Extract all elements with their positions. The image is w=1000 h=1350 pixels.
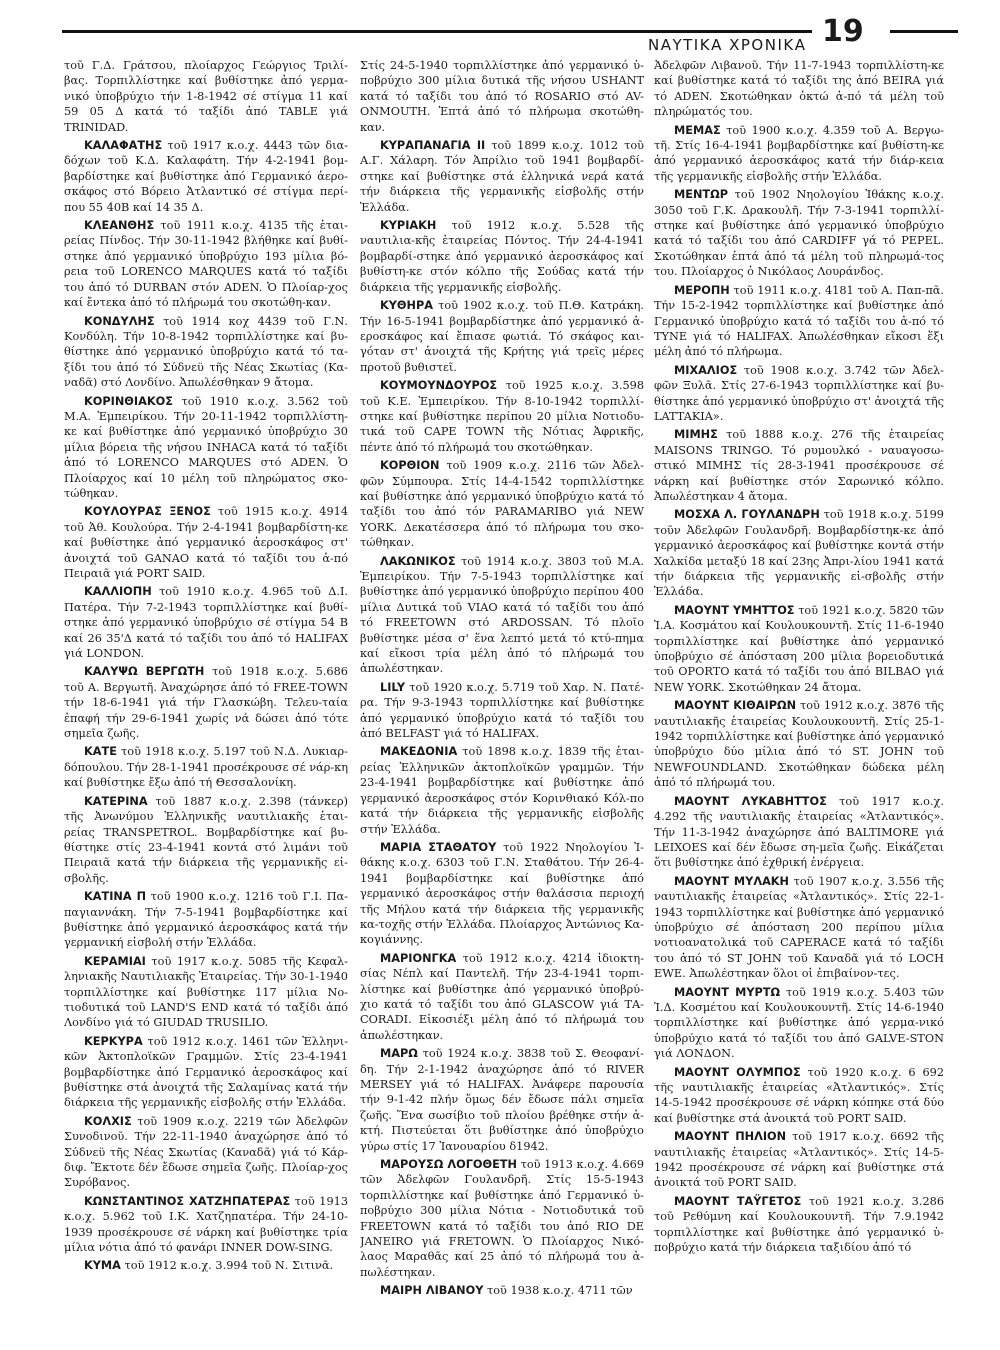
entry-text: τοῦ 1911 κ.ο.χ. 4135 τῆς ἑται-ρείας Πίνδος. Τήν 30-11-1942 βλήθηκε καί βυθί-στηκε ἀπό γερμανικό ὑποβρύχιο 193 μίλια βό-ρεια τοῦ LORENCO MARQUES κατά τό ταξίδι του ἀπό τό DURBAN στόν ADEN. Ὁ Πλοίαρ-χος καί ἔντεκα ἀπό τό πλήρωμά του σκοτώθη-καν. bbox=[64, 219, 348, 310]
entry-text: τοῦ 1920 κ.ο.χ. 6 692 τῆς ναυτιλιακῆς ἑταιρείας «Ἀτλαντικός». Στίς 14-5-1942 προσέκρουσε σέ νάρκη κόπηκε στά δύο καί βυθίστηκε στά ἀνοικτά τοῦ PORT SAID. bbox=[654, 1065, 944, 1125]
ship-entry bbox=[654, 1065, 944, 1127]
entry-text: τοῦ 1900 κ.ο.χ. 4.359 τοῦ Α. Βεργω-τῆ. Στίς 16-4-1941 βομβαρδίστηκε καί βυθίστη-κε ἀπό γερμανικό ἀεροσκάφος κατά τήν διάρ-κεια τῆς γερμανικῆς εἰσβολῆς στήν Ἑλλάδα. bbox=[654, 123, 944, 183]
ship-entry bbox=[654, 363, 944, 425]
entry-text: τοῦ 1912 κ.ο.χ. 1461 τῶν Ἑλληνι-κῶν Ἀκτοπλοϊκῶν Γραμμῶν. Στίς 23-4-1941 βομβαρδίστηκε ἀπό Γερμανικό ἀεροσκάφος καί βυθίστηκε στά ἀνοιχτά τῆς Σαλαμίνας κατά τήν διάρκεια τῆς γερμανικῆς εἰσβολῆς στήν Ἑλλάδα. bbox=[64, 1034, 348, 1110]
ship-entry bbox=[654, 507, 944, 599]
entry-text: τοῦ 1913 κ.ο.χ. 5.962 τοῦ Ι.Κ. Χατζηπατέρα. Τήν 24-10-1939 προσέκρουσε σέ νάρκη καί βυθίστηκε τρία μίλια νότια ἀπό τό φανάρι INNER DOW-SING. bbox=[64, 1194, 348, 1255]
ship-name: ΚΟΡΘΙΟΝ bbox=[380, 459, 440, 473]
ship-name: ΚΥΡΑΠΑΝΑΓΙΑ ΙΙ bbox=[380, 139, 486, 153]
header-rule-left bbox=[62, 30, 812, 33]
entry-text: τοῦ 1917 κ.ο.χ. 4.292 τῆς ναυτιλιακῆς ἑταιρείας «Ἀτλαντικός». Τήν 11-3-1942 ἀναχώρησε ἀπό BALTIMORE γιά LEIXOES καί δέν ἔδωσε ση-μεῖα ζωῆς. Εἰκάζεται ὅτι βυθίστηκε ἀπό ἐχθρική ἐνέργεια. bbox=[654, 794, 944, 870]
entry-text: τοῦ 1914 κοχ 4439 τοῦ Γ.Ν. Κονδύλη. Τήν 10-8-1942 τορπιλλίστηκε καί βυ-θίστηκε ἀπό γερμανικό ὑποβρύχιο κατά τό τα-ξίδι του ἀπό τό Σύδνεϋ τῆς Νέας Σκωτίας (Κα-ναδᾶ) στό Λονδίνο. Ἀπωλέσθηκαν 9 ἄτομα. bbox=[64, 314, 348, 390]
ship-entry bbox=[654, 427, 944, 504]
ship-entry bbox=[64, 138, 348, 215]
ship-name: ΜΑΟΥΝΤ ΛΥΚΑΒΗΤΤΟΣ bbox=[674, 794, 827, 808]
ship-entry bbox=[64, 314, 348, 391]
entry-text: τοῦ 1919 κ.ο.χ. 5.403 τῶν Ἰ.Δ. Κοσμέτου καί Κουλουκουντῆ. Στίς 14-6-1940 τορπιλλίστηκε καί βυθίστηκε ἀπό γερμα-νικό ὑποβρύχιο κατά τό ταξίδι του ἀπό GALVE-STON γιά ΛΟΝΔΟΝ. bbox=[654, 985, 944, 1061]
page-header bbox=[0, 0, 1000, 60]
entry-text: τοῦ 1912 κ.ο.χ. 4214 ἰδιοκτη-σίας Νέπλ καί Παντελῆ. Τήν 23-4-1941 τορπι-λίστηκε καί βυθίστηκε ἀπό γερμανικό ὑποβρύ-χιο κατά τό ταξίδι του ἀπό GLASCOW γιά ΤΑ-CORADI. Εἰκοσιέξι μέλη ἀπό τό πλήρωμά του ἀπωλέστηκαν. bbox=[360, 951, 644, 1042]
ship-entry bbox=[360, 138, 644, 215]
entry-text: τοῦ 1925 κ.ο.χ. 3.598 τοῦ Κ.Ε. Ἐμπειρίκου. Τήν 8-10-1942 τορπιλλί-στηκε καί βυθίστηκε περίπου 20 μίλια Νοτιοδυ-τικά τοῦ CAPE TOWN τῆς Νότιας Ἀφρικῆς, πέντε ἀπό τό πλήρωμά του σκοτώθηκαν. bbox=[360, 379, 644, 454]
page-number: 19 bbox=[822, 14, 864, 49]
ship-entry bbox=[654, 603, 944, 695]
ship-entry bbox=[64, 794, 348, 886]
ship-name: ΜΑΟΥΝΤ ΥΜΗΤΤΟΣ bbox=[674, 603, 795, 617]
entry-text: τοῦ 1921 κ.ο.χ. 5820 τῶν Ἰ.Α. Κοσμάτου καί Κουλουκουντῆ. Στίς 11-6-1940 τορπιλλίστηκε καί βυθίστηκε ἀπό γερμανικό ὑποβρύχιο σέ ἀπόσταση 200 μίλια βορειοδυτικά τοῦ OPORTO κατά τό ταξίδι του ἀπό BILBAO γιά NEW YORK. Σκοτώθηκαν 24 ἄτομα. bbox=[654, 603, 944, 694]
ship-entry bbox=[360, 680, 644, 742]
entry-text: τοῦ 1911 κ.ο.χ. 4181 τοῦ Α. Παπ-πᾶ. Τήν 15-2-1942 τορπιλλίστηκε καί βυθίστηκε ἀπό Γερμανικό ὑποβρύχιο κατά τό ταξίδι του ἀ-πό τό TYNE γιά τό HALIFAX. Ἀπωλέσθηκαν εἴκοσι ἕξι μέλη ἀπό τό πλήρωμα. bbox=[654, 283, 944, 359]
ship-name: ΚΟΛΧΙΣ bbox=[84, 1114, 132, 1128]
entry-text: τοῦ 1912 κ.ο.χ. 3.994 τοῦ Ν. Σιτινᾶ. bbox=[124, 1259, 334, 1273]
ship-entry bbox=[64, 744, 348, 790]
ship-entry bbox=[654, 283, 944, 360]
ship-entry bbox=[654, 1194, 944, 1256]
entry-text: τοῦ 1912 κ.ο.χ. 3876 τῆς ναυτιλιακῆς ἑταιρείας Κουλουκουντῆ. Στίς 25-1-1942 τορπιλλίστηκε καί βυθίστηκε ἀπό γερμανικό ὑποβρύχιο δύο μίλια ἀπό τό ST. JOHN τοῦ NEWFOUNDLAND. Σκοτώθηκαν δώδεκα μέλη ἀπό τό πλήρωμά του. bbox=[654, 699, 944, 790]
ship-entry bbox=[64, 394, 348, 502]
ship-name: ΚΕΡΑΜΙΑΙ bbox=[84, 954, 146, 968]
text-column-3 bbox=[654, 58, 944, 1344]
entry-text: τοῦ 1908 κ.ο.χ. 3.742 τῶν Ἀδελ-φῶν Ξυλᾶ. Στίς 27-6-1943 τορπιλλίστηκε καί βυ-θίστηκε ἀπό γερμανικό ὑποβρύχιο στ' ἀνοιχτά τῆς LATTAKIA». bbox=[654, 363, 944, 423]
ship-entry bbox=[654, 1129, 944, 1191]
text-column-2 bbox=[360, 58, 644, 1344]
entry-text: Στίς 24-5-1940 τορπιλλίστηκε ἀπό γερμανικό ὑ-ποβρύχιο 300 μίλια δυτικά τῆς νήσου USHANT κατά τό ταξίδι του ἀπό τό ROSARIO στό AV-ONMOUTH. Ἑπτά ἀπό τό πλήρωμα σκοτώθη-καν. bbox=[360, 59, 644, 134]
ship-name: ΜΟΣΧΑ Λ. ΓΟΥΛΑΝΔΡΗ bbox=[674, 508, 820, 522]
ship-name: ΚΛΕΑΝΘΗΣ bbox=[84, 219, 155, 233]
ship-name: ΜΕΡΟΠΗ bbox=[674, 283, 730, 297]
ship-entry bbox=[360, 458, 644, 550]
entry-text: τοῦ 1920 κ.ο.χ. 5.719 τοῦ Χαρ. Ν. Πατέ-ρα. Τήν 9-3-1943 τορπιλλίστηκε καί βυθίστηκε ἀπό γερμανικό ὑποβρύχιο κατά τό ταξίδι του ἀπό BELFAST γιά τό HALIFAX. bbox=[360, 680, 644, 741]
entry-text: τοῦ 1914 κ.ο.χ. 3803 τοῦ Μ.Α. Ἐμπειρίκου. Τήν 7-5-1943 τορπιλλίστηκε καί βυθίστηκε ἀπό γερμανικό ὑποβρύχιο περίπου 400 μίλια Δυτικά τοῦ VIAO κατά τό ταξίδι του ἀπό τό FREETOWN στό ARDOSSAN. Τό πλοῖο βυθίστηκε μέσα σ' ἕνα λεπτό μετά τό κτύ-πημα καί εἴκοσι τρία μέλη ἀπό τό πλήρωμά του ἀπωλέστηκαν. bbox=[360, 554, 644, 676]
entry-text: τοῦ 1924 κ.ο.χ. 3838 τοῦ Σ. Θεοφανί-δη. Τήν 2-1-1942 ἀναχώρησε ἀπό τό RIVER MERSEY γιά τό HALIFAX. Ἀνάφερε παρουσία τήν 9-1-42 πλήν ὅμως δέν ἔδωσε πάλι σημεῖα ζωῆς. Ἕνα σωσίβιο τοῦ πλοίου βρέθηκε στήν ἀ-κτή. Πιστεύεται ὅτι βυθίστηκε ἀπό ὑποβρύχιο γύρω στίς 17 Ἰανουαρίου δ1942. bbox=[360, 1047, 644, 1153]
ship-entry bbox=[360, 218, 644, 295]
entry-text: τοῦ 1909 κ.ο.χ. 2219 τῶν Ἀδελφῶν Συνοδινοῦ. Τήν 22-11-1940 ἀναχώρησε ἀπό τό Σύδνεϋ τῆς Νέας Σκωτίας (Καναδᾶ) γιά τό Κάρ-διφ. Ἔκτοτε δέν ἔδωσε σημεῖα ζωῆς. Πλοίαρ-χος Συρόβανος. bbox=[64, 1114, 348, 1190]
entry-text: τοῦ 1910 κ.ο.χ. 4.965 τοῦ Δ.Ι. Πατέρα. Τήν 7-2-1943 τορπιλλίστηκε καί βυθί-στηκε ἀπό γερμανικό ὑποβρύχιο σέ στίγμα 54 Β καί 26 35'Δ κατά τό ταξίδι του ἀπό τό HALIFAX γιά LONDON. bbox=[64, 585, 348, 661]
magazine-title: ΝΑΥΤΙΚΑ ΧΡΟΝΙΚΑ bbox=[648, 36, 807, 54]
ship-name: ΜΑΟΥΝΤ ΤΑΫΓΕΤΟΣ bbox=[674, 1194, 802, 1208]
entry-continuation bbox=[654, 58, 944, 120]
ship-name: ΜΑΙΡΗ ΛΙΒΑΝΟΥ bbox=[380, 1284, 484, 1298]
ship-name: ΛΑΚΩΝΙΚΟΣ bbox=[380, 554, 456, 568]
ship-entry bbox=[654, 874, 944, 982]
entry-text: τοῦ 1909 κ.ο.χ. 2116 τῶν Ἀδελ-φῶν Σύμπουρα. Στίς 14-4-1542 τορπιλλίστηκε καί βυθίστηκε ἀπό γερμανικό ὑποβρύχιο κατά τό ταξίδι του ἀπό τόν PARAMARIBO γιά NEW YORK. Δεκατέσσερα ἀπό τό πλήρωμα του σκο-τώθηκαν. bbox=[360, 459, 644, 550]
entry-text: τοῦ 1898 κ.ο.χ. 1839 τῆς ἑται-ρείας Ἑλληνικῶν ἀκτοπλοϊκῶν γραμμῶν. Τήν 23-4-1941 βομβαρδίστηκε καί βυθίστηκε ἀπό γερμανικό ἀεροσκάφος στόν Κορινθιακό Κόλ-πο κατά τήν διάρκεια τῆς γερμανικῆς εἰσβολῆς στήν Ἑλλάδα. bbox=[360, 745, 644, 836]
ship-name: ΜΑΟΥΝΤ ΟΛΥΜΠΟΣ bbox=[674, 1065, 801, 1079]
entry-text: τοῦ 1938 κ.ο.χ. 4711 τῶν bbox=[487, 1284, 633, 1298]
ship-entry bbox=[654, 794, 944, 871]
ship-name: ΚΥΘΗΡΑ bbox=[380, 299, 434, 313]
entry-text: τοῦ 1910 κ.ο.χ. 3.562 τοῦ Μ.Α. Ἐμπειρίκου. Τήν 20-11-1942 τορπιλλίστη-κε καί βυθίστηκε ἀπό γερμανικό ὑποβρύχιο 30 μίλια βόρεια τῆς νήσου INHACA κατά τό ταξίδι ἀπό τό LORENCO MARQUES στό ADEN. Ὁ Πλοίαρχος καί 10 μέλη τοῦ πληρώματος σκο-τώθηκαν. bbox=[64, 394, 348, 500]
ship-entry bbox=[654, 698, 944, 790]
entry-text: τοῦ 1899 κ.ο.χ. 1012 τοῦ Α.Γ. Χάλαρη. Τόν Ἀπρίλιο τοῦ 1941 βομβαρδί-στηκε καί βυθίστηκε στά ἑλληνικά νερά κατά τήν διάρκεια τῆς γερμανικῆς εἰσβολῆς στήν Ἑλλάδα. bbox=[360, 139, 644, 214]
ship-entry bbox=[64, 1194, 348, 1256]
ship-entry bbox=[64, 218, 348, 310]
ship-name: ΚΑΛΥΨΩ ΒΕΡΓΩΤΗ bbox=[84, 665, 205, 679]
ship-entry bbox=[64, 504, 348, 581]
ship-entry bbox=[360, 1157, 644, 1280]
entry-text: τοῦ 1912 κ.ο.χ. 5.528 τῆς ναυτιλια-κῆς ἑταιρείας Πόντος. Τήν 24-4-1941 βομβαρδί-στηκε ἀπό γερμανικό ἀεροσκάφος καί βυθίστη-κε στόν κόλπο τῆς Σούδας κατά τήν διάρκεια τῆς γερμανικῆς εἰσβολῆς. bbox=[360, 219, 644, 294]
entry-text: τοῦ 1902 Νηολογίου Ἰθάκης κ.ο.χ. 3050 τοῦ Γ.Κ. Δρακουλῆ. Τήν 7-3-1941 τορπιλλί-στηκε καί βυθίστηκε ἀπό γερμανικό ὑποβρύχιο κατά τό ταξίδι του ἀπό CARDIFF γά τό PEPEL. Σκοτώθηκαν ἑπτά ἀπό τά μέλη τοῦ πληρωμά-τος του. Πλοίαρχος ὁ Νικόλαος Λουράνδος. bbox=[654, 188, 944, 279]
entry-text: τοῦ 1888 κ.ο.χ. 276 τῆς ἑταιρείας MAISONS TRINGO. Τό ρυμουλκό - ναυαγοσω-στικό ΜΙΜΗΣ τίς 28-3-1941 προσέκρουσε σέ νάρκη καί βυθίστηκε στόν Σαρωνικό κόλπο. Ἀπωλέστηκαν 4 ἄτομα. bbox=[654, 428, 944, 503]
ship-entry bbox=[654, 123, 944, 185]
ship-name: ΚΩΝΣΤΑΝΤΙΝΟΣ ΧΑΤΖΗΠΑΤΕΡΑΣ bbox=[84, 1194, 291, 1208]
ship-name: ΚΟΡΙΝΘΙΑΚΟΣ bbox=[84, 394, 173, 408]
ship-name: ΚΥΜΑ bbox=[84, 1259, 121, 1273]
entry-text: τοῦ Γ.Δ. Γράτσου, πλοίαρχος Γεώργιος Τριλί-βας. Τορπιλλίστηκε καί βυθίστηκε ἀπό γερμα-νικό ὑποβρύχιο τήν 1-8-1942 σέ στίγμα 11 καί 59 05 Δ κατά τό ταξίδι ἀπό TABLE γιά TRINIDAD. bbox=[64, 59, 348, 134]
ship-entry bbox=[654, 985, 944, 1062]
ship-entry bbox=[360, 1283, 644, 1298]
text-column-1 bbox=[64, 58, 348, 1344]
ship-entry bbox=[64, 1034, 348, 1111]
entry-text: τοῦ 1918 κ.ο.χ. 5.197 τοῦ Ν.Δ. Λυκιαρ-δόπουλου. Τήν 28-1-1941 προσέκρουσε σέ νάρ-κη καί βυθίστηκε ἔξω ἀπό τή Θεσσαλονίκη. bbox=[64, 745, 348, 790]
ship-name: ΜΑΡΙΑ ΣΤΑΘΑΤΟΥ bbox=[380, 840, 497, 854]
ship-entry bbox=[360, 378, 644, 455]
ship-entry bbox=[64, 954, 348, 1031]
ship-name: ΜΑΡΙΟΝΓΚΑ bbox=[380, 951, 457, 965]
ship-entry bbox=[360, 840, 644, 948]
ship-name: ΚΟΥΜΟΥΝΔΟΥΡΟΣ bbox=[380, 379, 498, 393]
entry-text: Ἀδελφῶν Λιβανοῦ. Τήν 11-7-1943 τορπιλλίστη-κε καί βυθίστηκε κατά τό ταξίδι της ἀπό BEIRA γιά τό ADEN. Σκοτώθηκαν ὀκτώ ἀ-πό τά μέλη τοῦ πληρώματός του. bbox=[654, 59, 944, 119]
ship-name: ΚΥΡΙΑΚΗ bbox=[380, 219, 437, 233]
entry-text: τοῦ 1918 κ.ο.χ. 5199 τοῦν Ἀδελφῶν Γουλανδρῆ. Βομβαρδίστηκ-κε ἀπό γερμανικό ἀεροσκάφος καί βυθίστηκε κοντά στήν Χαλκίδα μεταξύ 18 καί 23ης Ἀπρι-λίου 1941 κατά τήν διάρκεια τῆς γερμανικῆς εἰ-σβολῆς στήν Ἑλλάδα. bbox=[654, 508, 944, 599]
ship-name: ΜΕΝΤΩΡ bbox=[674, 188, 729, 202]
ship-entry bbox=[360, 554, 644, 677]
ship-entry bbox=[360, 744, 644, 836]
entry-text: τοῦ 1907 κ.ο.χ. 3.556 τῆς ναυτιλιακῆς ἑταιρείας «Ἀτλαντικός». Στίς 22-1-1943 τορπιλλίστηκε καί βυθίστηκε ἀπό γερμανικό ὑποβρύχιο σέ ἀπόσταση 200 περίπου μίλια νοτιοανατολικά τοῦ CAPERACE κατά τό ταξίδι του ἀπό τό ST JOHN τοῦ Καναδᾶ γιά τό LOCH EWE. Ἀπωλέστηκαν ὅλοι οἱ ἐπιβαίνον-τες. bbox=[654, 874, 944, 981]
entry-text: τοῦ 1887 κ.ο.χ. 2.398 (τάνκερ) τῆς Ἀνωνύμου Ἑλληνικῆς ναυτιλιακῆς ἑται-ρείας TRANSPETROL. Βομβαρδίστηκε καί βυ-θίστηκε στίς 23-4-1941 κοντά στό λιμάνι τοῦ Πειραιᾶ κατά τήν διάρκεια τῆς γερμανικῆς εἰ-σβολῆς. bbox=[64, 794, 348, 885]
entry-text: τοῦ 1921 κ.ο.χ. 3.286 τοῦ Ρεθύμνη καί Κουλουκουντῆ. Τήν 7.9.1942 τορπιλλίστηκε καί βυθίστηκε ἀπό γερμανικό ὑ-ποβρύχιο κατά τήν διάρκεια ταξιδίου ἀπό τό bbox=[654, 1194, 944, 1255]
header-rule-right bbox=[890, 30, 958, 33]
ship-name: ΜΑΟΥΝΤ ΜΥΡΤΩ bbox=[674, 985, 781, 999]
ship-name: ΜΑΟΥΝΤ ΜΥΛΑΚΗ bbox=[674, 874, 790, 888]
ship-entry bbox=[654, 187, 944, 279]
ship-name: ΚΑΛΑΦΑΤΗΣ bbox=[84, 139, 163, 153]
ship-entry bbox=[64, 664, 348, 741]
ship-entry bbox=[360, 951, 644, 1043]
entry-continuation bbox=[360, 58, 644, 135]
entry-text: τοῦ 1917 κ.ο.χ. 6692 τῆς ναυτιλιακῆς ἑταιρείας «Ἀτλαντικός». Στίς 14-5-1942 προσέκρουσε σέ νάρκη καί βυθίστηκε στά ἀνοικτά τοῦ PORT SAID. bbox=[654, 1130, 944, 1190]
ship-name: ΜΑΟΥΝΤ ΠΗΛΙΟΝ bbox=[674, 1130, 787, 1144]
ship-name: ΜΑΡΟΥΣΩ ΛΟΓΟΘΕΤΗ bbox=[380, 1158, 517, 1172]
entry-text: τοῦ 1918 κ.ο.χ. 5.686 τοῦ Α. Βεργωτῆ. Ἀναχώρησε ἀπό τό FREE-TOWN τήν 18-6-1941 γιά τήν Γλασκώβη. Τελευ-ταία ἐπαφή τήν 29-6-1941 χωρίς νά δώσει ἀπό τότε σημεῖα ζωῆς. bbox=[64, 665, 348, 741]
ship-entry bbox=[64, 1114, 348, 1191]
ship-name: ΜΕΜΑΣ bbox=[674, 123, 721, 137]
entry-text: τοῦ 1917 κ.ο.χ. 5085 τῆς Κεφαλ-ληνιακῆς Ναυτιλιακῆς Ἑταιρείας. Τήν 30-1-1940 τορπιλλίστηκε καί βυθίστηκε 117 μίλια Νο-τιοδυτικά τοῦ LAND'S END κατά τό ταξίδι ἀπό Λονδίνο γιά τό GIUDAD TRUSILIO. bbox=[64, 954, 348, 1030]
entry-text: τοῦ 1913 κ.ο.χ. 4.669 τῶν Ἀδελφῶν Γουλανδρῆ. Στίς 15-5-1943 τορπιλλίστηκε καί βυθίστηκε ἀπό Γερμανικό ὑ-ποβρύχιο 300 μίλια Νότια - Νοτιοδυτικά τοῦ FREETOWN κατά τό ταξίδι του ἀπό RIO DE JANEIRO γιά FRETOWN. Ὁ Πλοίαρχος Νικό-λαος Μαραθᾶς καί 25 ἀπό τό πλήρωμά του ἀ-πωλέστηκαν. bbox=[360, 1158, 644, 1279]
ship-entry bbox=[64, 889, 348, 951]
ship-name: ΚΟΝΔΥΛΗΣ bbox=[84, 314, 155, 328]
ship-name: ΜΙΜΗΣ bbox=[674, 428, 718, 442]
ship-name: ΜΑΚΕΔΟΝΙΑ bbox=[380, 745, 458, 759]
ship-entry bbox=[64, 584, 348, 661]
ship-name: ΜΙΧΑΛΙΟΣ bbox=[674, 363, 738, 377]
ship-entry bbox=[360, 298, 644, 375]
ship-entry bbox=[360, 1046, 644, 1154]
ship-name: ΚΑΤΙΝΑ Π bbox=[84, 890, 147, 904]
ship-name: ΜΑΟΥΝΤ ΚΙΘΑΙΡΩΝ bbox=[674, 699, 797, 713]
entry-text: τοῦ 1917 κ.ο.χ. 4443 τῶν δια-δόχων τοῦ Κ.Δ. Καλαφάτη. Τήν 4-2-1941 βομ-βαρδίστηκε καί βυθίστηκε ἀπό Γερμανικό ἀερο-σκάφος στό Βόρειο Ἀτλαντικό σέ στίγμα περί-που 55 40Β καί 14 35 Δ. bbox=[64, 139, 348, 214]
entry-text: τοῦ 1900 κ.ο.χ. 1216 τοῦ Γ.Ι. Πα-παγιαννάκη. Τήν 7-5-1941 βομβαρδίστηκε καί βυθίστηκε ἀπό γερμανικό ἀεροσκάφος κατά τήν γερμανική εἰσβολή στήν Ἑλλάδα. bbox=[64, 890, 348, 950]
ship-entry bbox=[64, 1258, 348, 1273]
ship-name: ΚΑΤΕΡΙΝΑ bbox=[84, 794, 148, 808]
ship-name: ΚΑΛΛΙΟΠΗ bbox=[84, 585, 152, 599]
entry-continuation bbox=[64, 58, 348, 135]
entry-text: τοῦ 1922 Νηολογίου Ἰ-θάκης κ.ο.χ. 6303 τοῦ Γ.Ν. Σταθάτου. Τήν 26-4-1941 βομβαρδίστηκε καί βυθίστηκε ἀπό γερμανικό ἀεροσκάφος στήν θαλάσσια περιοχή τῆς Μήλου κατά τήν διάρκεια τῆς γερμανικῆς κα-τοχῆς στήν Ἑλλάδα. Πλοίαρχος Ἀντώνιος Κα-κογιάννης. bbox=[360, 840, 644, 947]
ship-name: ΚΑΤΕ bbox=[84, 745, 117, 759]
ship-name: ΜΑΡΩ bbox=[380, 1047, 418, 1061]
entry-text: τοῦ 1902 κ.ο.χ. τοῦ Π.Θ. Κατράκη. Τήν 16-5-1941 βομβαρδίστηκε ἀπό γερμανικό ἀ-εροσκάφος καί ἔπιασε φωτιά. Τό σκάφος και-γόταν στ' ἀνοιχτά τῆς Κρήτης γιά τρεῖς μέρες προτοῦ βυθιστεῖ. bbox=[360, 299, 644, 374]
entry-text: τοῦ 1915 κ.ο.χ. 4914 τοῦ Ἀθ. Κουλούρα. Τήν 2-4-1941 βομβαρδίστη-κε καί βυθίστηκε ἀπό γερμανικό ἀεροσκάφος στ' ἀνοιχτά τοῦ GANAO κατά τό ταξίδι του ἀ-πό Πειραιᾶ γιά PORT SAID. bbox=[64, 505, 348, 580]
ship-name: ΚΟΥΛΟΥΡΑΣ ΞΕΝΟΣ bbox=[84, 505, 211, 519]
ship-name: LILY bbox=[380, 680, 406, 694]
ship-name: ΚΕΡΚΥΡΑ bbox=[84, 1034, 143, 1048]
article-columns bbox=[64, 58, 958, 1344]
